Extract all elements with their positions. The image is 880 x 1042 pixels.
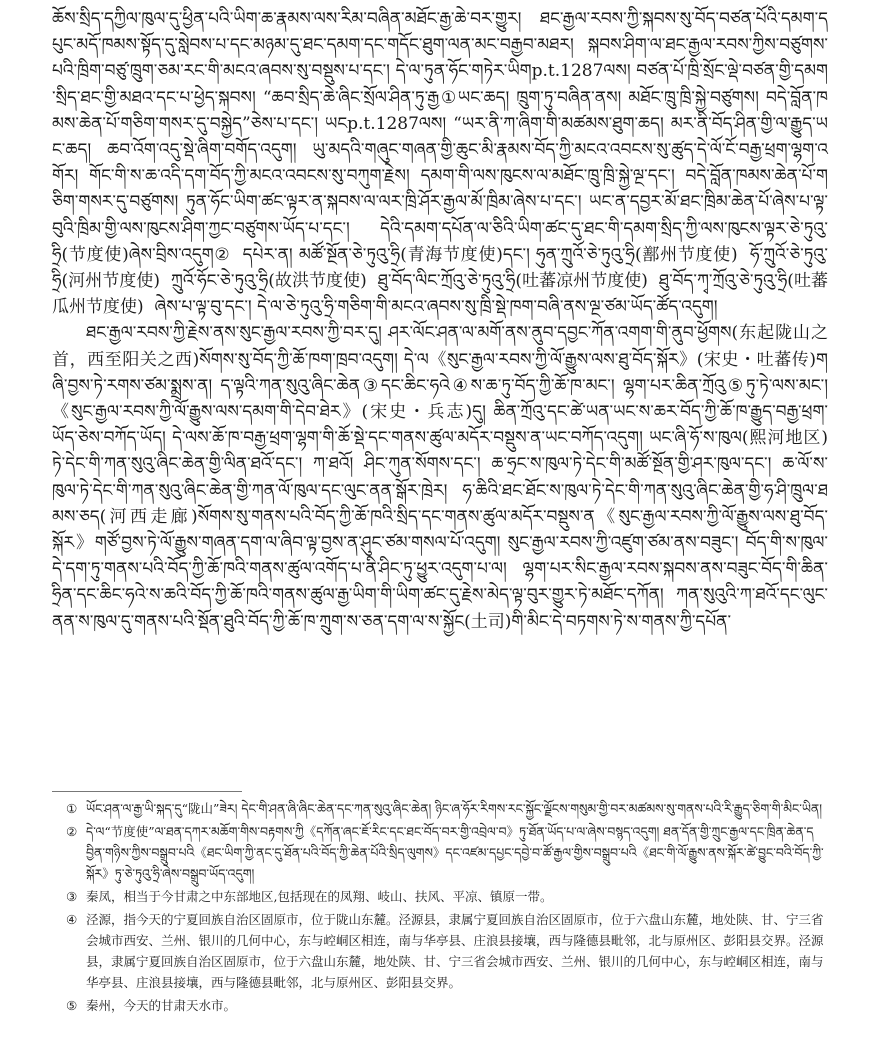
footnote-marker: ④ bbox=[66, 912, 78, 927]
footnote-2 bbox=[66, 821, 826, 884]
footnote-marker: ⑤ bbox=[66, 998, 78, 1013]
page-body bbox=[52, 6, 834, 635]
footnote-text: ཡོང་ཤན་ལ་རྒྱ་ཡི་སྐད་དུ“陇山”ཟེར། དེང་གི་ཤན་ཞི་ཞིང་ཆེན་དང་ཀན་སུའུ་ཞིང་ཆེན། ཉིང་ཞ་ཧོར་རིགས་རང་སྐྱོང་ལྗོངས་གསུམ་གྱི་བར་མཚམས་སུ་གནས་པའི་རི་རྒྱུད་ཅིག་གི་མིང་ཡིན། bbox=[86, 801, 823, 816]
footnote-text: 泾源，指今天的宁夏回族自治区固原市，位于陇山东麓。泾源县，隶属宁夏回族自治区固原市，位于六盘山东麓，地处陕、甘、宁三省会城市西安、兰州、银川的几何中心，东与崆峒区相连，南与华亭县、庄浪县接壤，西与隆德县毗邻，北与原州区、彭阳县交界。泾源县，隶属宁夏回族自治区固原市，位于六盘山东麓，地处陕、甘、宁三省会城市西安、兰州、银川的几何中心，东与崆峒区相连，南与华亭县、庄浪县接壤，西与隆德县毗邻，北与原州区、彭阳县交界。 bbox=[86, 912, 824, 990]
footnote-marker: ① bbox=[66, 801, 78, 816]
footnote-3 bbox=[66, 886, 826, 907]
footnote-1 bbox=[66, 798, 826, 819]
footnote-text: 秦州，今天的甘肃天水市。 bbox=[86, 998, 237, 1013]
footnote-text: དེ་ལ“节度使”ལ་ཐན་དཀར་མཆོག་གིས་བརྟགས་ཀྱི《དཀོན་ཞང་ཇོ་རིང་དང་ཐང་བོད་བར་གྱི་འབྲེལ་བ》ཏུ་ཐོན་ཡོད་པ་ལ་ཞེས་བསྙད་འདུག། ཐན་དོན་གྱི་ཀྲུང་རྒྱལ་དང་ཁྲིན་ཆེན་དབྱིན་གཉིས་ཀྱིས་བསྒྲུབ་པའི《ཐང་ཡིག་ཀྱི་ནང་དུ་ཐོན་པའི་བོད་ཀྱི་ཆེན་པོའི་སྲིད་ལུགས》དང་འཛམ་དཔྱང་དབྱེ་བ་ཚོ་རྒྱལ་གྱིས་བསྒྲུབ་པའི《ཐང་གི་ལོ་རྒྱུས་ནས་སྐོར་ཚེ་བྱུང་བའི་བོད་ཀྱི་སྐོར》ཏུ་ཅེ་ཏུའུ་ཧྲི་ཞེས་བསྒྲུབ་ཡོད་འདུག། bbox=[86, 824, 824, 881]
main-text bbox=[52, 6, 834, 635]
footnote-4 bbox=[66, 909, 826, 993]
footnotes bbox=[66, 798, 826, 1018]
footnote-marker: ② bbox=[66, 824, 78, 839]
footnote-marker: ③ bbox=[66, 889, 78, 904]
footnote-divider bbox=[52, 791, 242, 792]
footnote-5 bbox=[66, 995, 826, 1016]
paragraph-1: ཆོས་སྲིད་དཀྱིལ་ཁུལ་དུ་ཕྱིན་པའི་ཡིག་ཆ་རྣམས་ལས་རིམ་བཞིན་མཐོང་རྒྱ་ཆེ་བར་གྱུར། ཐང་རྒྱལ་རབས་ཀྱི་སྐབས་སུ་བོད་བཙན་པོའི་དམག་དཔུང་མདོ་ཁམས་སྟོད་དུ་སླེབས་པ་དང་མཉམ་དུ་ཐང་དམག་དང་གདོང་ཐུག་ལན་མང་བརྒྱབ་མཐར། སྐབས་ཤིག་ལ་ཐང་རྒྱལ་རབས་ཀྱིས་བཙུགས་པའི་ཁྲིག་བཙུ་ཁྲུག་ཅམ་རང་གི་མངའ་ཞབས་སུ་བསྡུས་པ་དང་། དེ་ལ་ཏུན་ཧོང་གཏེར་ཡིགp.t.1287ལས། བཙན་པོ་ཁྲི་སྲོང་ལྡེ་བཙན་གྱི་དམག་སྲིད་ཐང་གྱི་མཐའ་དང་པ་ཕྱེད་སྐབས། “ཆབ་སྲིད་ཆེ་ཞིང་སྲོལ་ཤིན་ཏུ་རྒྱ①ཡང་ཆད། ཁྲུག་ཏུ་བཞིན་ནས། མཐོང་ཁྲུ་ཁྲི་སྐྱེ་བཙུགས། བདེ་བློན་ཁམས་ཆེན་པོ་གཅིག་གསར་དུ་བསྐྱེད”ཅེས་པ་དང་། ཡངp.t.1287ལས། “ཡར་ནི་ཀ་ཞིག་གི་མཚམས་ཐུག་ཆད། མར་ནི་བོད་ཤིན་གྱི་ལ་རྒྱུད་ཡང་ཆད། ཆབ་འོག་འདུ་སྡེ་ཞིག་བགོད་འདུག། ཡུ་མདའི་གཞུང་གཞན་གྱི་ཆུང་མི་རྣམས་བོད་ཀྱི་མངའ་འབངས་སུ་ཚུད་དེ་ལོ་ངོ་བརྒྱ་ཕྲག་ལྷག་འགོར། གོང་གི་ས་ཆ་འདི་དག་བོད་ཀྱི་མངའ་འབངས་སུ་བཀུག་རྗེས། དམག་གི་ལས་ཁུངས་ལ་མཐོང་ཁྲུ་ཁྲི་སྐྱེ་ལྔ་དང་། བདེ་བློན་ཁམས་ཆེན་པོ་གཅིག་གསར་དུ་བཙུགས། ཏུན་ཧོང་ཡིག་ཚང་ལྟར་ན་སྐབས་ལ་ལར་ཁྲི་ཤོར་རྒྱལ་མོ་ཁྲིམ་ཞེས་པ་དང་། ཡང་ན་དབྱར་མོ་ཐང་ཁྲིམ་ཆེན་པོ་ཞེས་པ་ལྟ་བུའི་ཁྲིམ་གྱི་ལས་ཁུངས་ཤིག་ཀྱང་བཙུགས་ཡོད་པ་དང་། དེའི་དམག་དཔོན་ལ་ཅིའི་ཡིག་ཚང་དུ་ཐང་གི་དམག་སྲིད་ཀྱི་ལས་ཁུངས་ལྟར་ཅེ་ཏུའུ་ཧྲི(节度使)ཞེས་བྲིས་འདུག② དཔེར་ན། མཚོ་སྔོན་ཅེ་ཏུའུ་ཧྲི(青海节度使)དང་། ཧུན་ཀྲུའོ་ཅེ་ཏུའུ་ཧྲི(鄯州节度使) ཧོ་ཀྲུའོ་ཅེ་ཏུའུ་ཧྲི(河州节度使) ཀྲུའོ་ཧོང་ཅེ་ཏུའུ་ཧྲི(故洪节度使) ཐུ་བོད་ལིང་ཀྲོའུ་ཅེ་ཏུའུ་ཧྲི(吐蕃凉州节度使) ཐུ་བོད་ཀྭ་ཀྲོའུ་ཅེ་ཏུའུ་ཧྲི(吐蕃瓜州节度使) ཞེས་པ་ལྟ་བུ་དང་། དེ་ལ་ཅེ་ཏུའུ་ཧྲི་གཅིག་གི་མངའ་ཞབས་སུ་ཁྲི་སྡེ་ཁག་བཞི་ནས་ལྔ་ཙམ་ཡོད་ཚོད་འདུག། bbox=[52, 9, 828, 318]
paragraph-2: ཐང་རྒྱལ་རབས་ཀྱི་རྗེས་ནས་སུང་རྒྱལ་རབས་ཀྱི་བར་དུ། ཤར་ལོང་ཤན་ལ་མགོ་ནས་ནུབ་དབྱང་ཀོན་འགག་གི་ནུབ་ཕྱོགས(东起陇山之首，西至阳关之西)སོགས་སུ་བོད་ཀྱི་ཆོ་ཁག་ཁྲབ་འདུག། དེ་ལ《སུང་རྒྱལ་རབས་ཀྱི་ལོ་རྒྱུས་ལས་ཐུ་བོད་སྐོར》(宋史・吐蕃传)གཞི་བྱས་ཏེ་རགས་ཙམ་སྨྲས་ན། ད་ལྟའི་ཀན་སུའུ་ཞིང་ཆེན③དང་ཆིང་ཧའེ④ས་ཆ་ཏུ་བོད་ཀྱི་ཆོ་ཁ་མང་། ལྷག་པར་ཆིན་ཀྲོའུ⑤ཏུ་ཏེ་ལས་མང་། 《སུང་རྒྱལ་རབས་ཀྱི་ལོ་རྒྱུས་ལས་དམག་གི་དེབ་ཐེར》(宋史・兵志)དུ། ཆིན་ཀྲོའུ་དང་ཚེ་ཡན་ཡང་ས་ཆར་བོད་ཀྱི་ཆོ་ཁ་རྒྱུད་བརྒྱ་ཕྲག་ཡོད་ཅེས་བཀོད་ཡོད། དེ་ལས་ཆོ་ཁ་བརྒྱ་ཕྲག་ལྷག་གི་ཆོ་སྡེ་དང་གནས་ཚུལ་མདོར་བསྡུས་ན་ཡང་བཀོད་འདུག། ཡང་ཞི་ཧོ་ས་ཁུལ(熙河地区)ཏེ་དེང་གི་ཀན་སུའུ་ཞིང་ཆེན་གྱི་ལིན་ཐའོ་དང་། ཀ་ཐའོ། ཤིང་ཀུན་སོགས་དང་། ཆ་ཧྲང་ས་ཁུལ་ཏེ་དེང་གི་མཚོ་སྔོན་གྱི་ཤར་ཁུལ་དང་། ཆ་ལོ་ས་ཁུལ་ཏེ་དེང་གི་ཀན་སུའུ་ཞིང་ཆེན་གྱི་ཀན་ལོ་ཁུལ་དང་ལུང་ནན་སྒོར་ཁྲེར། ཧ་ཆིའི་ཐང་ཐོང་ས་ཁུལ་ཏེ་དེང་གི་ཀན་སུའུ་ཞིང་ཆེན་གྱི་ཧ་ཤི་ཁྲུལ་ཐམས་ཅད(河西走廊)སོགས་སུ་གནས་པའི་བོད་ཀྱི་ཆོ་ཁའི་སྲིད་དང་གནས་ཚུལ་མདོར་བསྡུས་ན《སུང་རྒྱལ་རབས་ཀྱི་ལོ་རྒྱུས་ལས་ཐུ་བོད་སྐོར》གཙོ་བྱས་ཏེ་ལོ་རྒྱུས་གཞན་དག་ལ་ཞིབ་ལྟ་བྱས་ན་ཤུང་ཙམ་གསལ་པོ་འདུག། སུང་རྒྱལ་རབས་ཀྱི་འཛུག་ཙམ་ནས་བཟུང་། བོད་གི་ས་ཁུལ་དེ་དག་ཏུ་གནས་པའི་བོད་ཀྱི་ཆོ་ཁའི་གནས་ཚུལ་འགོད་པ་ནི་ཤིང་ཏུ་ཕྱུར་འདུག་པ་ལ། ལྷག་པར་སིང་རྒྱལ་རབས་སྐབས་ནས་བཟུང་བོད་གི་ཆིན་ཧྲིན་དང་ཆིང་ཧའེ་ས་ཆའི་བོད་ཀྱི་ཆོ་ཁའི་གནས་ཚུལ་རྒྱ་ཡིག་གི་ཡིག་ཚང་དུ་རྗེས་མེད་ལྟ་བུར་གྱུར་ཏེ་མཐོང་དཀོན། ཀན་སུའུའི་ཀ་ཐའོ་དང་ལུང་ནན་ས་ཁུལ་དུ་གནས་པའི་སྡོན་ཐུའི་བོད་ཀྱི་ཆོ་ཁ་ཀྲུག་ས་ཅན་དག་ལ་ས་སྐྱོང(土司)གི་མིང་དེ་བཏགས་ཏེ་ས་གནས་ཀྱི་དཔོན་ bbox=[52, 323, 834, 632]
footnote-text: 秦凤，相当于今甘肃之中东部地区,包括现在的凤翔、岐山、扶风、平凉、镇原一带。 bbox=[86, 889, 553, 904]
